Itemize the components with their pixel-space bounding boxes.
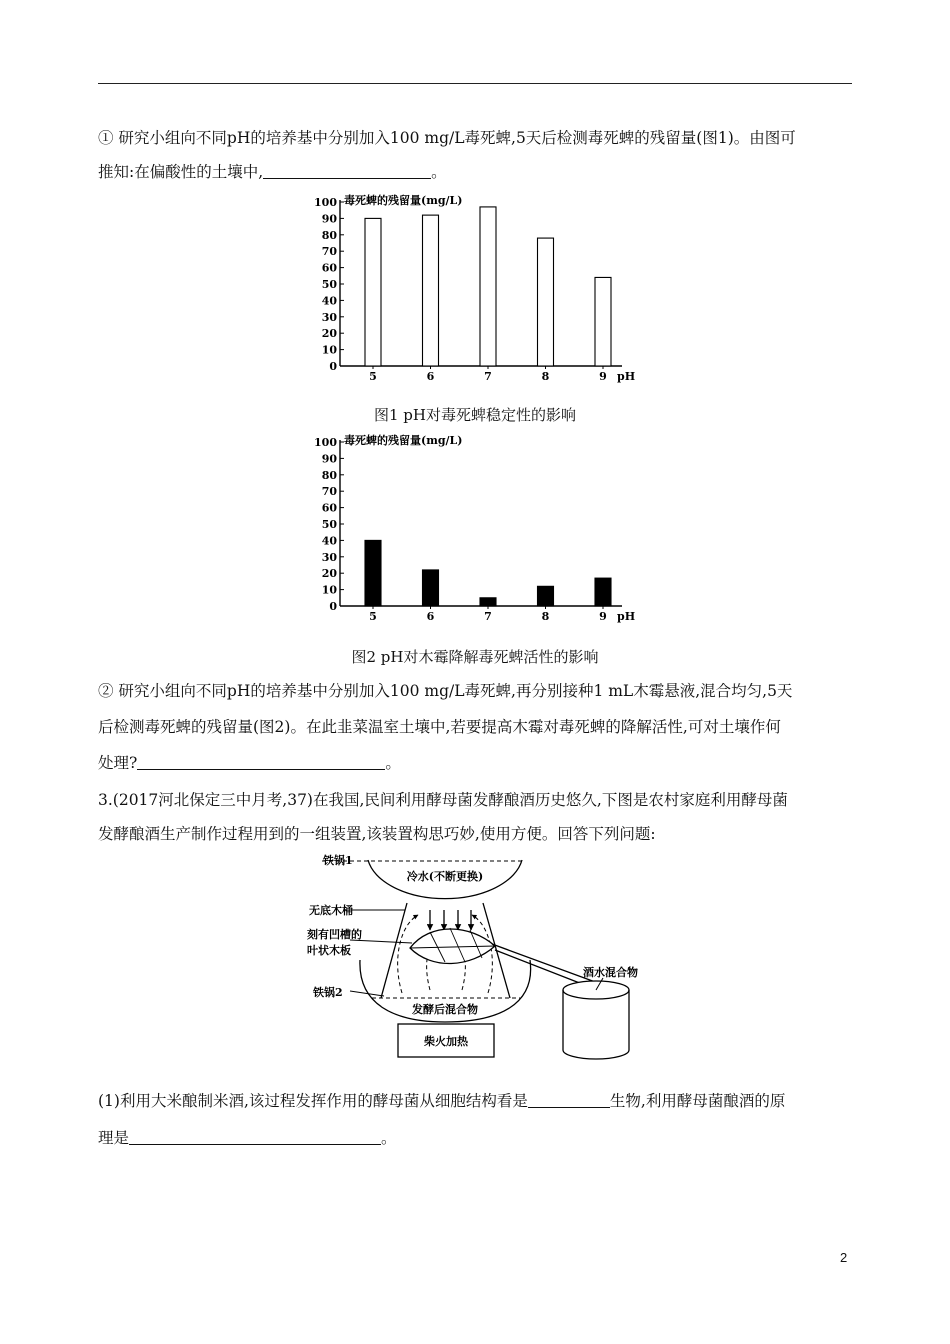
q3-1-text-2: 理是 (98, 1129, 130, 1147)
q2-line3 (98, 746, 854, 780)
header-rule (98, 83, 852, 84)
label-fermented-mixture: 发酵后混合物 (412, 1003, 478, 1016)
x-axis-label: pH (617, 370, 636, 383)
q1-text-1: ① 研究小组向不同pH的培养基中分别加入100 mg/L毒死蜱,5天后检测毒死蜱的残留量(图1)。由图可 (98, 129, 796, 147)
q3-1-text-2-end: 。 (381, 1129, 397, 1147)
q2-line2 (98, 710, 854, 744)
bar-ph-8 (538, 238, 554, 366)
bar-ph-5 (365, 218, 381, 366)
y-tick-label: 50 (321, 518, 337, 531)
x-tick-label: 8 (541, 370, 550, 383)
y-tick-label: 0 (329, 600, 337, 613)
q3-line1 (98, 783, 854, 817)
y-tick-label: 10 (321, 583, 337, 597)
bar-ph-7 (480, 207, 496, 366)
q3-1-answer-blank-2[interactable] (129, 1128, 381, 1145)
x-tick-label: 6 (426, 370, 435, 383)
y-tick-label: 90 (321, 452, 337, 466)
y-tick-label: 90 (321, 212, 337, 226)
y-tick-label: 30 (321, 310, 337, 324)
q1-line2 (98, 155, 854, 189)
figure-2-caption: 图2 pH对木霉降解毒死蜱活性的影响 (351, 648, 599, 666)
figure-2-chart (310, 428, 640, 623)
chart-title: 毒死蜱的残留量(mg/L) (344, 194, 463, 207)
y-tick-label: 0 (329, 360, 337, 373)
q3-1-text-1: (1)利用大米酿制米酒,该过程发挥作用的酵母菌从细胞结构看是 (98, 1092, 528, 1110)
fermentation-apparatus-diagram (300, 848, 650, 1063)
x-tick-label: 9 (599, 610, 607, 623)
y-tick-label: 100 (314, 436, 337, 449)
y-tick-label: 80 (321, 228, 337, 242)
q3-1-text-1-end: 生物,利用酵母菌酿酒的原 (609, 1092, 786, 1110)
page-number: 2 (840, 1250, 848, 1265)
y-tick-label: 50 (321, 278, 337, 291)
q2-answer-blank[interactable] (137, 753, 385, 770)
q3-1-answer-blank-1[interactable] (528, 1091, 610, 1108)
y-tick-label: 10 (321, 343, 337, 357)
x-tick-label: 9 (599, 370, 607, 383)
x-tick-label: 5 (369, 370, 377, 383)
q1-text-2: 推知:在偏酸性的土壤中, (98, 163, 264, 181)
bar-ph-7 (480, 598, 496, 606)
x-tick-label: 5 (369, 610, 377, 623)
x-axis-label: pH (617, 610, 636, 623)
chart-title: 毒死蜱的残留量(mg/L) (344, 434, 463, 447)
y-tick-label: 20 (321, 327, 337, 341)
q1-answer-blank[interactable] (263, 162, 431, 179)
q2-text-3-end: 。 (385, 754, 401, 772)
q2-text-1: ② 研究小组向不同pH的培养基中分别加入100 mg/L毒死蜱,再分别接种1 mL木霉悬液,混合均匀,5天 (98, 682, 793, 700)
bar-ph-8 (538, 586, 554, 606)
label-leaf-board-2: 叶状木板 (307, 944, 351, 957)
y-tick-label: 30 (321, 550, 337, 564)
label-leaf-board-1: 刻有凹槽的 (307, 928, 362, 941)
label-cold-water: 冷水(不断更换) (406, 870, 484, 883)
y-tick-label: 60 (321, 261, 337, 275)
label-wine-mixture: 酒水混合物 (583, 966, 638, 979)
label-bottomless-barrel: 无底木桶 (309, 904, 353, 917)
y-tick-label: 70 (321, 485, 337, 499)
x-tick-label: 8 (541, 610, 550, 623)
y-tick-label: 20 (321, 567, 337, 581)
q2-text-3: 处理? (98, 754, 138, 772)
x-tick-label: 7 (484, 610, 492, 623)
label-fire-heating: 柴火加热 (424, 1035, 468, 1048)
bar-ph-9 (595, 277, 611, 366)
q3-line2 (98, 817, 854, 851)
q3-text-1: 3.(2017河北保定三中月考,37)在我国,民间利用酵母菌发酵酿酒历史悠久,下图是农村家庭利用酵母菌 (98, 791, 788, 809)
y-tick-label: 100 (314, 196, 337, 209)
q3-1-line2 (98, 1121, 854, 1155)
q3-text-2: 发酵酿酒生产制作过程用到的一组装置,该装置构思巧妙,使用方便。回答下列问题: (98, 825, 656, 843)
y-tick-label: 40 (321, 294, 337, 308)
y-tick-label: 80 (321, 468, 337, 482)
y-tick-label: 70 (321, 245, 337, 259)
bar-ph-5 (365, 540, 381, 606)
q2-text-2: 后检测毒死蜱的残留量(图2)。在此韭菜温室土壤中,若要提高木霉对毒死蜱的降解活性,可对土壤作何 (98, 718, 781, 736)
q2-line1 (98, 674, 854, 708)
bar-ph-6 (423, 215, 439, 366)
figure-1-chart (310, 188, 640, 383)
x-tick-label: 6 (426, 610, 435, 623)
label-iron-pot-1: 铁锅1 (323, 854, 353, 867)
bar-ph-6 (423, 570, 439, 606)
q1-line1 (98, 121, 854, 155)
x-tick-label: 7 (484, 370, 492, 383)
label-iron-pot-2: 铁锅2 (313, 986, 343, 999)
q3-1-line1 (98, 1084, 854, 1118)
y-tick-label: 60 (321, 501, 337, 515)
bar-ph-9 (595, 578, 611, 606)
q1-text-2-end: 。 (431, 163, 447, 181)
y-tick-label: 40 (321, 534, 337, 548)
figure-1-caption: 图1 pH对毒死蜱稳定性的影响 (374, 406, 576, 424)
